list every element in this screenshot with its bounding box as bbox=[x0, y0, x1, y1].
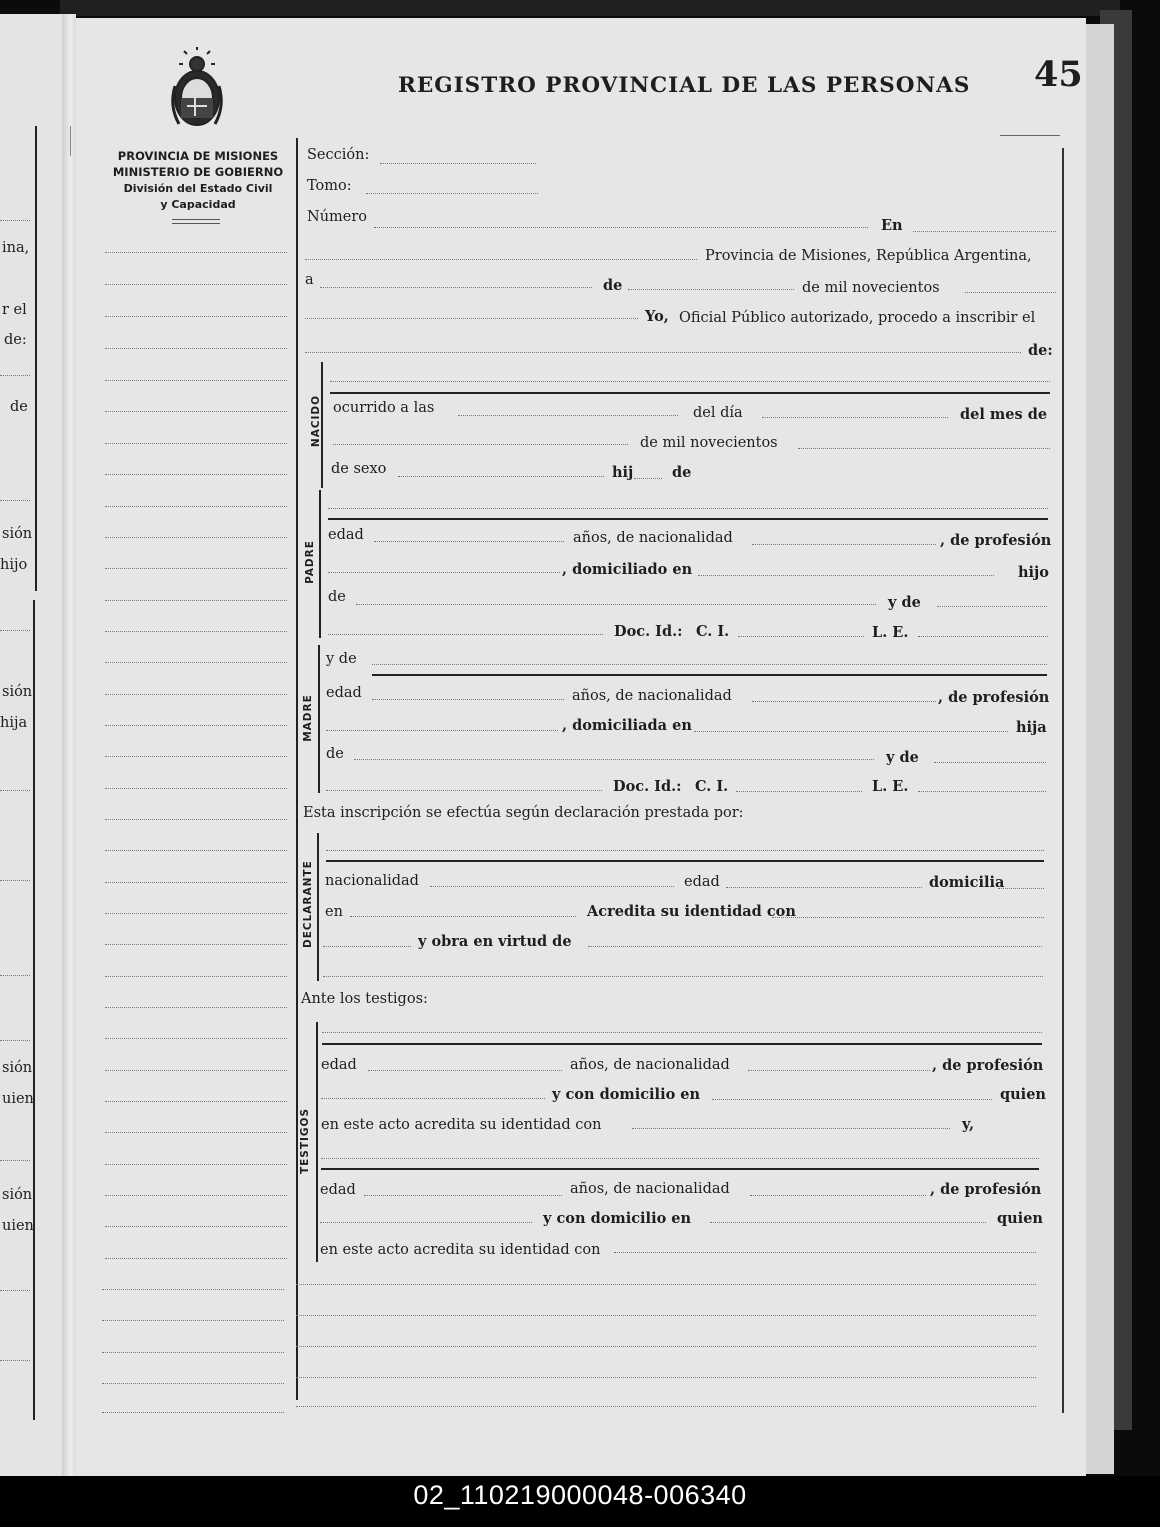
madre-edad-label: edad bbox=[326, 685, 362, 701]
numero-label: Número bbox=[307, 209, 368, 225]
declaracion-intro: Esta inscripción se efectúa según declaración prestada por: bbox=[303, 805, 744, 821]
province-label: Provincia de Misiones, República Argentina, bbox=[705, 248, 1032, 264]
declarante-side-label: DECLARANTE bbox=[302, 860, 314, 948]
fragment: sión bbox=[2, 1187, 33, 1203]
de-label: de bbox=[603, 277, 623, 294]
testigo1-edad-label: edad bbox=[321, 1057, 357, 1073]
madre-y-de-label: y de bbox=[326, 651, 357, 667]
agency-province: PROVINCIA DE MISIONES bbox=[117, 149, 279, 163]
mil-novecientos-label: de mil novecientos bbox=[802, 280, 940, 296]
testigo2-profesion-label: , de profesión bbox=[930, 1181, 1042, 1198]
padre-profesion-label: , de profesión bbox=[940, 532, 1052, 549]
madre-domiciliada-label: , domiciliada en bbox=[562, 717, 692, 734]
ocurrido-label: ocurrido a las bbox=[333, 400, 435, 416]
agency-division: División del Estado Civil bbox=[123, 182, 273, 195]
madre-de-label: de bbox=[326, 746, 344, 762]
fragment: hijo bbox=[0, 557, 28, 573]
declarante-nacionalidad-label: nacionalidad bbox=[325, 873, 419, 889]
fragment: sión bbox=[2, 1060, 33, 1076]
padre-le-label: L. E. bbox=[872, 624, 909, 641]
nacido-de-label: de bbox=[672, 464, 692, 481]
testigo2-edad-label: edad bbox=[320, 1182, 356, 1198]
nacido-mil-novecientos-label: de mil novecientos bbox=[640, 435, 778, 451]
hij-label: hij bbox=[612, 464, 634, 481]
padre-doc-label: Doc. Id.: bbox=[614, 623, 683, 640]
declarante-en-label: en bbox=[325, 904, 343, 920]
testigos-intro: Ante los testigos: bbox=[301, 991, 428, 1007]
agency-capacity: y Capacidad bbox=[160, 198, 236, 211]
testigo2-anos-label: años, de nacionalidad bbox=[570, 1181, 730, 1197]
fragment: sión bbox=[2, 526, 33, 542]
del-dia-label: del día bbox=[693, 405, 743, 421]
padre-edad-label: edad bbox=[328, 527, 364, 543]
yo-label: Yo, bbox=[645, 308, 669, 325]
image-identifier: 02_110219000048-006340 bbox=[413, 1480, 747, 1510]
book-top-shadow bbox=[60, 0, 1120, 16]
padre-hijo-label: hijo bbox=[1018, 564, 1049, 581]
testigo2-domicilio-label: y con domicilio en bbox=[543, 1210, 692, 1227]
page-title: REGISTRO PROVINCIAL DE LAS PERSONAS bbox=[398, 73, 971, 98]
fragment: uien bbox=[2, 1218, 34, 1234]
padre-side-label: PADRE bbox=[304, 540, 316, 584]
testigo1-quien-label: quien bbox=[1000, 1086, 1046, 1103]
testigo1-profesion-label: , de profesión bbox=[932, 1057, 1044, 1074]
main-column-divider bbox=[296, 138, 298, 1400]
madre-side-label: MADRE bbox=[302, 694, 314, 742]
madre-y-de-label-2: y de bbox=[886, 749, 919, 766]
agency-ministry: MINISTERIO DE GOBIERNO bbox=[112, 165, 284, 179]
fragment: r el bbox=[2, 302, 27, 318]
declarante-obra-label: y obra en virtud de bbox=[418, 933, 572, 950]
padre-anos-label: años, de nacionalidad bbox=[573, 530, 733, 546]
declarante-domicilia-label: domicilia bbox=[929, 874, 1005, 891]
page-number: 45 bbox=[1034, 54, 1083, 95]
declarante-edad-label: edad bbox=[684, 874, 720, 890]
padre-de-label: de bbox=[328, 589, 346, 605]
padre-ci-label: C. I. bbox=[696, 623, 730, 640]
coat-of-arms-icon bbox=[165, 46, 229, 132]
padre-domiciliado-label: , domiciliado en bbox=[562, 561, 693, 578]
fragment: sión bbox=[2, 684, 33, 700]
book-gutter bbox=[62, 14, 76, 1476]
testigo1-acredita-label: en este acto acredita su identidad con bbox=[321, 1117, 602, 1133]
testigo1-y-label: y, bbox=[962, 1116, 975, 1133]
testigo1-domicilio-label: y con domicilio en bbox=[552, 1086, 701, 1103]
testigo2-quien-label: quien bbox=[997, 1210, 1043, 1227]
tomo-label: Tomo: bbox=[307, 178, 352, 194]
sexo-label: de sexo bbox=[331, 461, 387, 477]
madre-doc-label: Doc. Id.: bbox=[613, 778, 682, 795]
padre-y-de-label: y de bbox=[888, 594, 921, 611]
madre-profesion-label: , de profesión bbox=[938, 689, 1050, 706]
page-stack-edge bbox=[1084, 24, 1114, 1474]
testigos-side-label: TESTIGOS bbox=[299, 1107, 311, 1175]
madre-hija-label: hija bbox=[1016, 719, 1047, 736]
declarante-acredita-label: Acredita su identidad con bbox=[587, 903, 796, 920]
nacido-side-label: NACIDO bbox=[310, 394, 322, 448]
seccion-label: Sección: bbox=[307, 147, 370, 163]
en-label: En bbox=[881, 217, 903, 234]
madre-ci-label: C. I. bbox=[695, 778, 729, 795]
fragment: ina, bbox=[2, 240, 30, 256]
a-label: a bbox=[305, 272, 314, 288]
testigo2-acredita-label: en este acto acredita su identidad con bbox=[320, 1242, 601, 1258]
oficial-label: Oficial Público autorizado, procedo a inscribir el bbox=[679, 310, 1036, 326]
madre-anos-label: años, de nacionalidad bbox=[572, 688, 732, 704]
right-border bbox=[1062, 148, 1064, 1413]
fragment: hija bbox=[0, 715, 28, 731]
de-colon-label: de: bbox=[1028, 342, 1053, 359]
fragment: de bbox=[10, 399, 28, 415]
fragment: de: bbox=[4, 332, 27, 348]
testigo1-anos-label: años, de nacionalidad bbox=[570, 1057, 730, 1073]
del-mes-label: del mes de bbox=[960, 406, 1048, 423]
madre-le-label: L. E. bbox=[872, 778, 909, 795]
fragment: uien bbox=[2, 1091, 34, 1107]
